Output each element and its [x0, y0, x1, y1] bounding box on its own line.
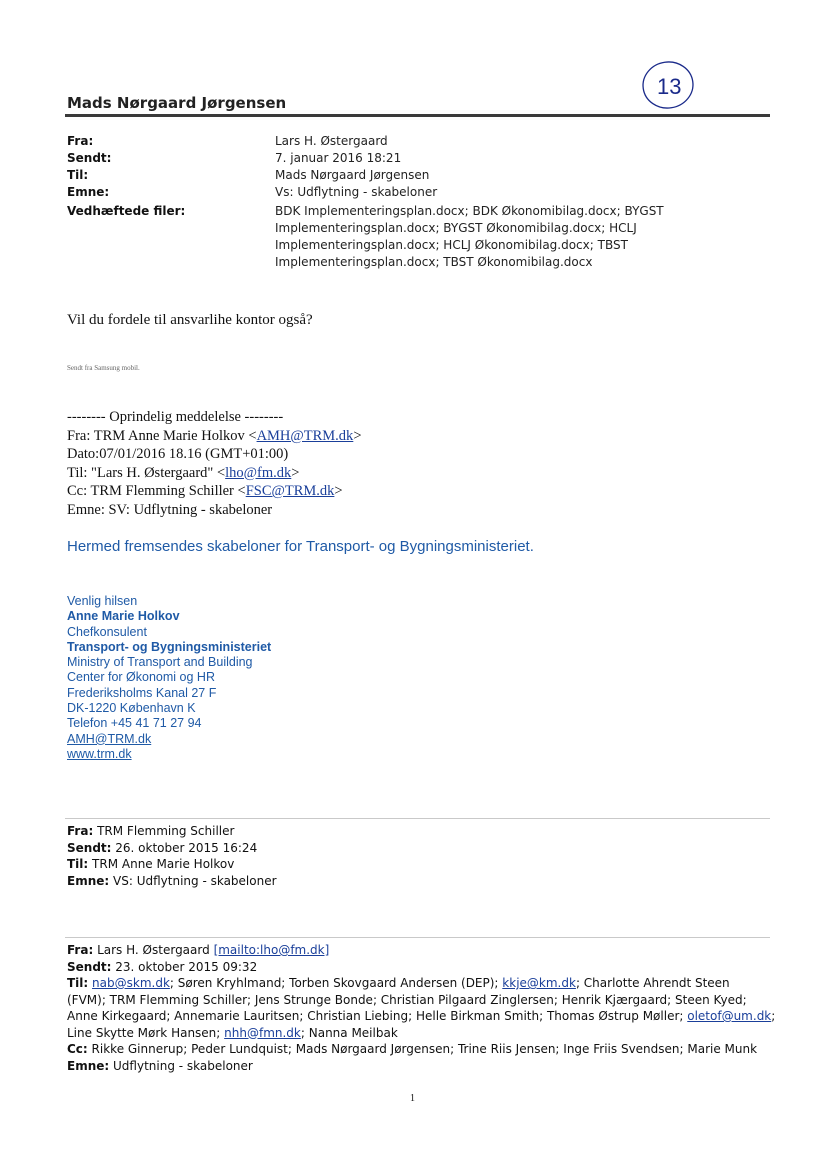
attachments-line: Implementeringsplan.docx; TBST Økonomibilag.docx: [275, 255, 593, 269]
signature-title: Chefkonsulent: [67, 624, 147, 639]
signature-website-link[interactable]: www.trm.dk: [67, 746, 132, 761]
original-from-email-link[interactable]: AMH@TRM.dk: [256, 427, 354, 444]
recipient-email-link[interactable]: nhh@fmn.dk: [224, 1025, 301, 1040]
to-value: Mads Nørgaard Jørgensen: [275, 168, 430, 182]
signature-name: Anne Marie Holkov: [67, 609, 180, 624]
sender-signature: [67, 594, 271, 762]
circle-stamp-icon: [638, 56, 700, 114]
signature-ministry-en: Ministry of Transport and Building: [67, 655, 253, 670]
signature-ministry: Transport- og Bygningsministeriet: [67, 639, 272, 654]
forward1-from: TRM Flemming Schiller: [97, 824, 235, 838]
original-cc: Cc: TRM Flemming Schiller <FSC@TRM.dk>: [67, 483, 343, 499]
recipient-email-link[interactable]: kkje@km.dk: [502, 976, 576, 990]
sent-value: 7. januar 2016 18:21: [275, 151, 402, 165]
from-label: Fra:: [67, 134, 94, 148]
forward-header-1: Fra: TRM Flemming Schiller Sendt: 26. oktober 2015 16:24 Til: TRM Anne Marie Holkov Emne: VS: Udflytning - skabeloner: [67, 824, 277, 888]
attachments-line: Implementeringsplan.docx; HCLJ Økonomibilag.docx; TBST: [275, 238, 628, 252]
attachments-line: BDK Implementeringsplan.docx; BDK Økonomibilag.docx; BYGST: [275, 204, 664, 218]
forward2-mailto-link[interactable]: [mailto:lho@fm.dk]: [213, 943, 330, 957]
forward1-subject: VS: Udflytning - skabeloner: [113, 873, 277, 888]
original-from: Fra: TRM Anne Marie Holkov <AMH@TRM.dk>: [67, 427, 362, 444]
forward2-subject: Udflytning - skabeloner: [113, 1058, 253, 1073]
original-date: Dato:07/01/2016 18.16 (GMT+01:00): [67, 446, 289, 462]
recipient-email-link[interactable]: nab@skm.dk: [92, 976, 170, 990]
to-label: Til:: [67, 168, 89, 182]
signature-city: DK-1220 København K: [67, 701, 196, 716]
intro-text: Hermed fremsendes skabeloner for Transport- og Bygningsministeriet.: [67, 538, 534, 555]
original-message-block: [67, 408, 362, 519]
stamp-number: 13: [657, 74, 682, 99]
original-cc-email-link[interactable]: FSC@TRM.dk: [245, 483, 335, 499]
original-heading: -------- Oprindelig meddelelse --------: [67, 409, 284, 425]
signature-phone: Telefon +45 41 71 27 94: [67, 716, 202, 731]
original-subject: Emne: SV: Udflytning - skabeloner: [67, 501, 273, 518]
signature-center: Center for Økonomi og HR: [67, 670, 215, 685]
sent-label: Sendt:: [67, 151, 112, 165]
forward1-sent: 26. oktober 2015 16:24: [115, 840, 258, 855]
forward2-cc: Rikke Ginnerup; Peder Lundquist; Mads Nørgaard Jørgensen; Trine Riis Jensen; Inge Friis Svendsen; Marie Munk: [91, 1042, 758, 1056]
forward1-to: TRM Anne Marie Holkov: [92, 857, 235, 871]
subject-value: Vs: Udflytning - skabeloner: [275, 185, 438, 199]
signature-street: Frederiksholms Kanal 27 F: [67, 685, 217, 700]
header-rule: [65, 114, 770, 117]
mobile-signature: Sendt fra Samsung mobil.: [67, 364, 140, 372]
subject-label: Emne:: [67, 185, 110, 199]
signature-email-link[interactable]: AMH@TRM.dk: [67, 731, 152, 746]
attachments-line: Implementeringsplan.docx; BYGST Økonomibilag.docx; HCLJ: [275, 221, 637, 235]
handwritten-page-stamp: [638, 56, 700, 119]
message-question: Vil du fordele til ansvarlihe kontor også?: [67, 312, 313, 328]
original-to-email-link[interactable]: lho@fm.dk: [225, 464, 292, 481]
original-to: Til: "Lars H. Østergaard" <lho@fm.dk>: [67, 464, 300, 481]
forward2-to-line: (FVM); TRM Flemming Schiller; Jens Strunge Bonde; Christian Pilgaard Zinglersen; Henrik Kjærgaard; Steen Kyed;: [67, 992, 747, 1007]
page-number: 1: [410, 1093, 415, 1104]
forward-divider: [65, 937, 770, 938]
forward-divider: [65, 818, 770, 819]
recipient-email-link[interactable]: oletof@um.dk: [687, 1009, 772, 1023]
from-value: Lars H. Østergaard: [275, 134, 388, 148]
attachments-label: Vedhæftede filer:: [67, 204, 186, 218]
forward2-sent: 23. oktober 2015 09:32: [115, 959, 258, 974]
forward-header-2: Fra: Lars H. Østergaard [mailto:lho@fm.dk] Sendt: 23. oktober 2015 09:32 Til: nab@skm.dk; Søren Kryhlmand; Torben Skovgaard Andersen (DEP); kkje@km.dk; Charlotte Ahrendt Steen (FVM); TRM Flemming Schiller; Jens Strunge Bonde; Christian Pilgaard Zinglersen; Henrik Kjærgaard; Steen Kyed; Anne Kirkegaard; Annemarie Lauritsen; Christian Liebing; Helle Birkman Smith; Thomas Østrup Møller; oletof@um.dk; Line Skytte Mørk Hansen; nhh@fmn.dk; Nanna Meilbak Cc: Rikke Ginnerup; Peder Lundquist; Mads Nørgaard Jørgensen; Trine Riis Jensen; Inge Friis Svendsen; Marie Munk Emne: Udflytning - skabeloner: [67, 943, 776, 1073]
signature-greeting: Venlig hilsen: [67, 594, 138, 608]
attachments-list[interactable]: [275, 203, 695, 271]
mailbox-owner-name: Mads Nørgaard Jørgensen: [67, 94, 287, 112]
